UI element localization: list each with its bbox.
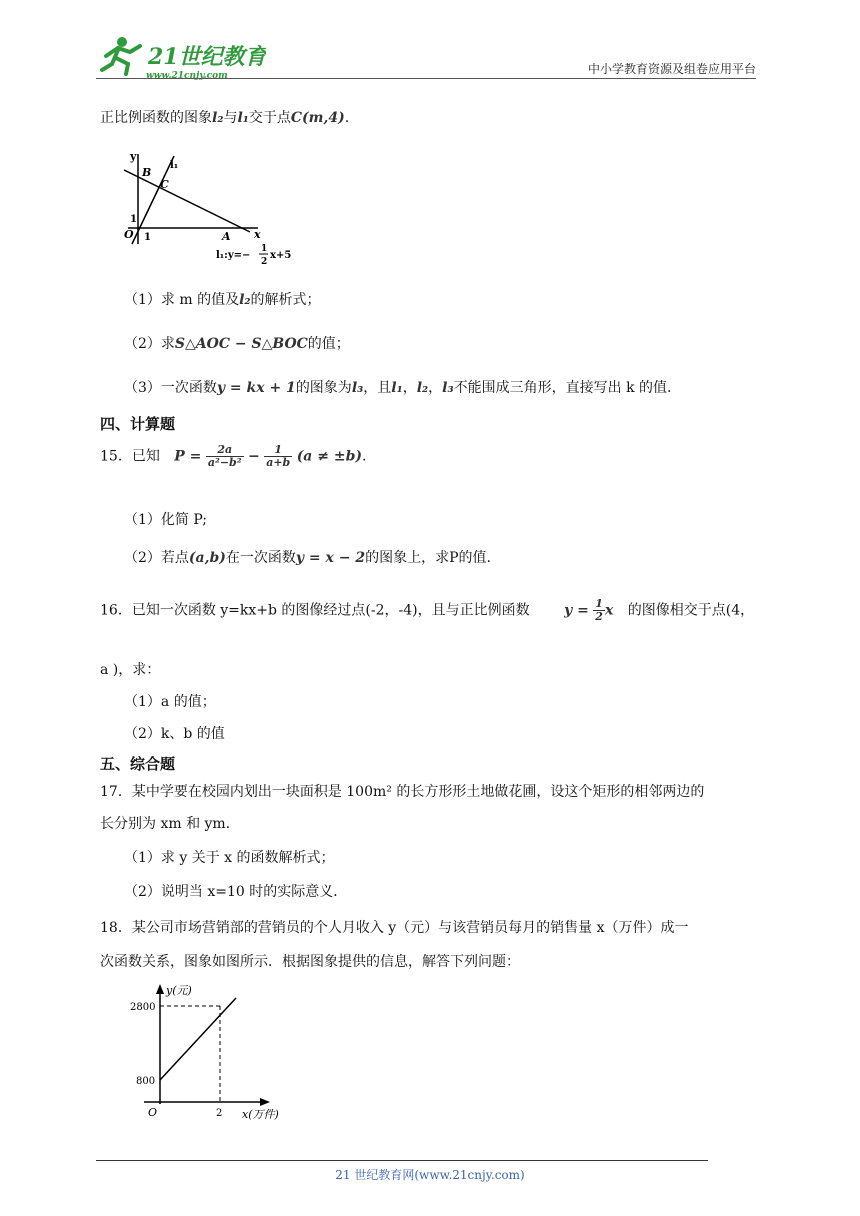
p14-q3: （3）一次函数y = kx + 1的图象为l₃，且l₁，l₂，l₃不能围成三角形，直接写出 k 的值. xyxy=(124,380,672,396)
svg-text:2: 2 xyxy=(261,257,268,267)
header-divider xyxy=(96,78,756,79)
p18-line2: 次函数关系，图象如图所示．根据图象提供的信息，解答下列问题： xyxy=(100,954,520,970)
section-4-heading: 四、计算题 xyxy=(100,415,176,433)
svg-text:1: 1 xyxy=(144,232,151,243)
p16-line2: a )，求： xyxy=(100,662,161,678)
footer-text[interactable]: 21 世纪教育网(www.21cnjy.com) xyxy=(335,1168,525,1182)
svg-text:2: 2 xyxy=(216,1108,223,1119)
svg-text:A: A xyxy=(222,230,231,243)
p17-line2: 长分别为 xm 和 ym． xyxy=(100,816,240,832)
p15-q1: （1）化简 P; xyxy=(124,512,207,528)
logo-text: 21世纪教育 xyxy=(148,44,266,70)
p18-line1: 18．某公司市场营销部的营销员的个人月收入 y（元）与该营销员每月的销售量 x（万件）成一 xyxy=(100,920,689,936)
svg-text:O: O xyxy=(124,228,134,241)
p14-q2: （2）求S△AOC − S△BOC的值； xyxy=(124,336,350,352)
p17-line1: 17．某中学要在校园内划出一块面积是 100m² 的长方形形土地做花圃，设这个矩形的相邻两边的 xyxy=(100,784,705,800)
header-right-text: 中小学教育资源及组卷应用平台 xyxy=(587,62,756,76)
svg-text:C: C xyxy=(160,178,169,191)
svg-text:B: B xyxy=(142,166,152,179)
svg-text:y: y xyxy=(130,150,137,163)
section-5-heading: 五、综合题 xyxy=(100,755,176,773)
svg-text:x: x xyxy=(254,228,261,241)
svg-text:l₁: l₁ xyxy=(170,160,179,171)
p17-q2: （2）说明当 x=10 时的实际意义． xyxy=(124,884,348,900)
p16-q2: （2）k、b 的值 xyxy=(124,726,225,742)
svg-text:l₁:y=−: l₁:y=− xyxy=(216,250,251,261)
p16-q1: （1）a 的值； xyxy=(124,694,216,710)
p15-stem: 15．已知 P = $\frac{2a}{\text{a²−b²}}$ − $\frac{1}{a+b}$ (a ≠ ±b). xyxy=(100,443,367,469)
p17-q1: （1）求 y 关于 x 的函数解析式； xyxy=(124,850,335,866)
site-logo xyxy=(96,34,266,84)
p14-intro: 正比例函数的图象l₂与l₁交于点C(m,4). xyxy=(100,110,350,126)
svg-text:1: 1 xyxy=(261,244,268,254)
p18-figure xyxy=(126,980,306,1130)
logo-url: www.21cnjy.com xyxy=(146,71,228,81)
p16-line1: 16．已知一次函数 y=kx+b 的图像经过点(-2，-4)，且与正比例函数 y = $\frac{1}{2}$ x 的图像相交于点(4， xyxy=(100,597,755,623)
svg-text:x(万件): x(万件) xyxy=(242,1108,279,1121)
svg-text:800: 800 xyxy=(136,1076,156,1087)
p14-figure xyxy=(118,148,298,274)
svg-text:x+5: x+5 xyxy=(270,250,292,261)
svg-text:2800: 2800 xyxy=(130,1002,156,1013)
footer-divider xyxy=(96,1160,708,1161)
svg-text:y(元): y(元) xyxy=(166,984,192,997)
runner-icon xyxy=(102,37,140,74)
svg-text:O: O xyxy=(148,1106,158,1119)
svg-text:1: 1 xyxy=(130,214,137,225)
p15-q2: （2）若点(a,b)在一次函数y = x − 2的图象上，求P的值. xyxy=(124,550,491,566)
p14-q1: （1）求 m 的值及l₂的解析式； xyxy=(124,292,321,308)
